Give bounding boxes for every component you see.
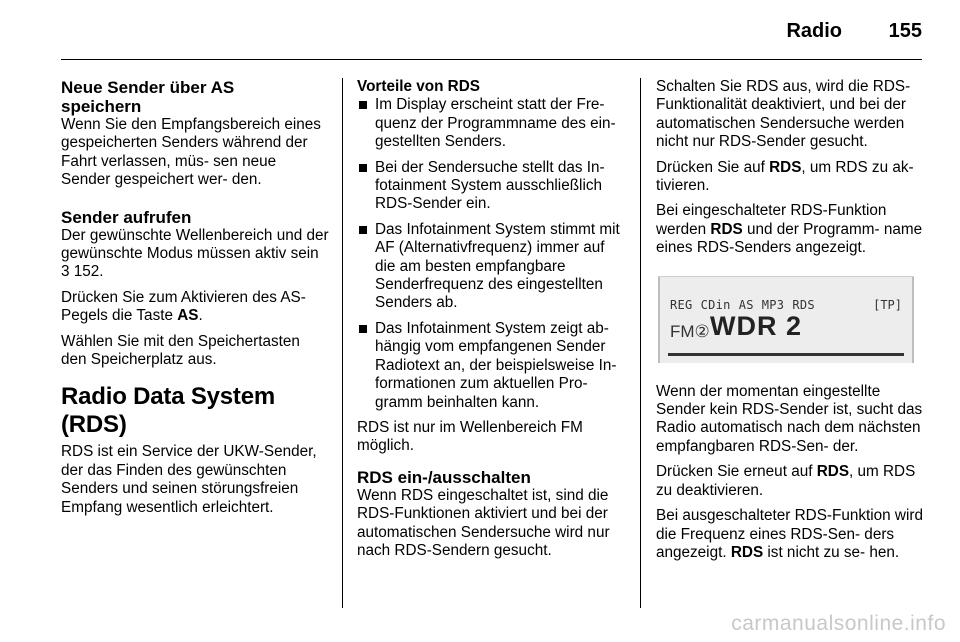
column-1 <box>61 78 329 524</box>
page-number: 155 <box>888 20 922 42</box>
radio-display-illustration <box>658 276 914 363</box>
indicator-as: AS <box>738 297 754 312</box>
heading-rds-advantages: Vorteile von RDS <box>357 78 480 95</box>
rds-key-label: RDS <box>816 463 850 481</box>
advantages-list <box>357 96 625 412</box>
chapter-title: Radio <box>786 20 842 42</box>
heading-rds-on-off: RDS ein-/ausschalten <box>357 467 531 487</box>
rds-label: RDS <box>710 220 743 238</box>
list-item: Das Infotainment System stimmt mit AF (Alternativfrequenz) immer auf die am besten empfangbare Senderfrequenz des eingestellten Senders ab. <box>357 221 625 313</box>
paragraph-rds-off-display: Bei ausgeschalteter RDS-Funktion wird die Frequenz eines RDS-Sen- ders angezeigt. RDS ist nicht zu se- hen. <box>656 507 923 561</box>
page-reference-link[interactable]: 3 152. <box>61 263 104 281</box>
page-header <box>0 0 960 60</box>
column-2 <box>357 78 625 567</box>
list-item: Bei der Sendersuche stellt das In- fotainment System ausschließlich RDS-Sender ein. <box>357 159 625 214</box>
indicator-cdin: CDin <box>700 297 731 312</box>
heading-store-as: Neue Sender über AS speichern <box>61 78 235 116</box>
heading-rds: Radio Data System (RDS) <box>61 383 276 439</box>
indicator-rds: RDS <box>792 297 815 312</box>
display-underline <box>668 353 904 356</box>
heading-recall-station: Sender aufrufen <box>61 207 192 227</box>
column-divider-2 <box>640 78 641 608</box>
rds-label: RDS <box>730 543 764 561</box>
paragraph-recall-1: Der gewünschte Wellenbereich und der gewünschte Modus müssen aktiv sein 3 152. <box>61 226 329 281</box>
column-divider-1 <box>342 78 343 608</box>
paragraph-auto-search: Wenn der momentan eingestellte Sender kein RDS-Sender ist, sucht das Radio automatisch nach dem nächsten empfangbaren RDS-Sen- der. <box>656 382 923 455</box>
indicator-tp: [TP] <box>873 297 902 312</box>
indicator-mp3: MP3 <box>761 297 785 312</box>
list-item: Im Display erscheint statt der Fre- quenz der Programmname des ein- gestellten Senders. <box>357 96 625 151</box>
display-band: FM② <box>670 321 710 341</box>
as-key-label: AS <box>177 307 199 325</box>
paragraph-rds-on: Wenn RDS eingeschaltet ist, sind die RDS-Funktionen aktiviert und bei der automatischen Sendersuche wird nur nach RDS-Sendern gesucht. <box>357 486 610 559</box>
paragraph-recall-3: Wählen Sie mit den Speichertasten den Speicherplatz aus. <box>61 332 300 369</box>
indicator-reg: REG <box>670 297 693 312</box>
paragraph-activate-rds: Drücken Sie auf RDS, um RDS zu ak- tivieren. <box>656 158 914 195</box>
column-3 <box>656 78 924 569</box>
paragraph-rds-off: Schalten Sie RDS aus, wird die RDS- Funktionalität deaktiviert, und bei der automatischen Sendersuche werden nicht nur RDS-Sender gesucht. <box>656 78 911 151</box>
rds-key-label: RDS <box>769 158 802 176</box>
list-item: Das Infotainment System zeigt ab- hängig vom empfangenen Sender Radiotext an, der beispielsweise In- formationen zum aktuellen Pro- gramm beinhalten kann. <box>357 320 625 412</box>
paragraph-rds-intro: RDS ist ein Service der UKW-Sender, der das Finden des gewünschten Senders und seinen störungsfreien Empfang wesentlich erleichtert. <box>61 443 317 516</box>
display-station-name: WDR 2 <box>710 310 802 341</box>
paragraph-deactivate-rds: Drücken Sie erneut auf RDS, um RDS zu deaktivieren. <box>656 463 916 499</box>
paragraph-rds-shown: Bei eingeschalteter RDS-Funktion werden RDS und der Programm- name eines RDS-Senders angezeigt. <box>656 202 923 257</box>
paragraph-store-as: Wenn Sie den Empfangsbereich eines gespeicherten Senders während der Fahrt verlassen, müs- sen neue Sender gespeichert wer- den. <box>61 116 321 189</box>
paragraph-fm-only: RDS ist nur im Wellenbereich FM möglich. <box>357 418 583 455</box>
header-rule <box>61 59 922 60</box>
paragraph-recall-2: Drücken Sie zum Aktivieren des AS- Pegels die Taste AS. <box>61 288 306 325</box>
watermark-text: carmanualsonline.info <box>731 612 946 635</box>
